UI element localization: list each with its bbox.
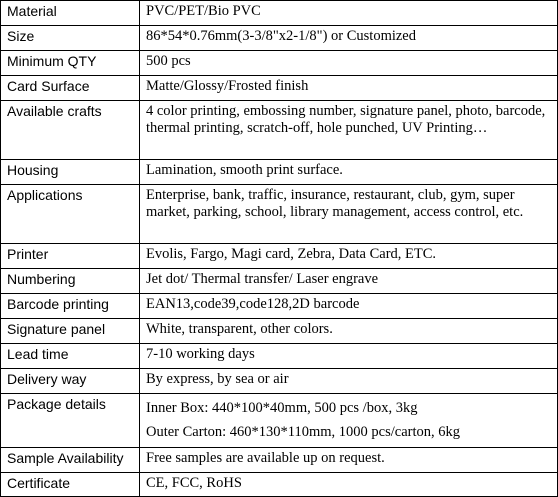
row-value: By express, by sea or air <box>140 369 558 394</box>
row-value: White, transparent, other colors. <box>140 319 558 344</box>
row-label: Card Surface <box>1 76 140 101</box>
table-row <box>1 244 558 269</box>
row-label: Size <box>1 26 140 51</box>
row-value: 86*54*0.76mm(3-3/8"x2-1/8") or Customized <box>140 26 558 51</box>
row-label: Applications <box>1 185 140 244</box>
table-row <box>1 160 558 185</box>
row-label: Lead time <box>1 344 140 369</box>
table-row <box>1 369 558 394</box>
row-value: 500 pcs <box>140 51 558 76</box>
row-value: Jet dot/ Thermal transfer/ Laser engrave <box>140 269 558 294</box>
table-row <box>1 269 558 294</box>
table-row <box>1 1 558 26</box>
row-label: Sample Availability <box>1 448 140 473</box>
row-value: EAN13,code39,code128,2D barcode <box>140 294 558 319</box>
row-value: Evolis, Fargo, Magi card, Zebra, Data Card, ETC. <box>140 244 558 269</box>
row-label: Barcode printing <box>1 294 140 319</box>
row-label: Numbering <box>1 269 140 294</box>
outer-carton-line: Outer Carton: 460*130*110mm, 1000 pcs/carton, 6kg <box>146 424 460 440</box>
table-row <box>1 185 558 244</box>
table-row <box>1 344 558 369</box>
table-row <box>1 101 558 160</box>
row-value: 7-10 working days <box>140 344 558 369</box>
row-label: Minimum QTY <box>1 51 140 76</box>
row-label: Delivery way <box>1 369 140 394</box>
table-row <box>1 394 558 448</box>
table-row <box>1 51 558 76</box>
row-label: Certificate <box>1 473 140 497</box>
table-row <box>1 76 558 101</box>
row-label: Package details <box>1 394 140 448</box>
row-label: Housing <box>1 160 140 185</box>
row-label: Available crafts <box>1 101 140 160</box>
row-value <box>140 394 558 448</box>
table-row <box>1 26 558 51</box>
row-value: Free samples are available up on request. <box>140 448 558 473</box>
row-value: 4 color printing, embossing number, signature panel, photo, barcode, thermal printing, scratch-off, hole punched, UV Printing… <box>140 101 558 160</box>
row-value: CE, FCC, RoHS <box>140 473 558 497</box>
row-value: Lamination, smooth print surface. <box>140 160 558 185</box>
table-row <box>1 473 558 497</box>
row-label: Signature panel <box>1 319 140 344</box>
row-value: PVC/PET/Bio PVC <box>140 1 558 26</box>
table-row <box>1 319 558 344</box>
row-label: Printer <box>1 244 140 269</box>
table-row <box>1 294 558 319</box>
table-row <box>1 448 558 473</box>
row-value: Enterprise, bank, traffic, insurance, restaurant, club, gym, super market, parking, school, library management, access control, etc. <box>140 185 558 244</box>
row-label: Material <box>1 1 140 26</box>
row-value: Matte/Glossy/Frosted finish <box>140 76 558 101</box>
inner-box-line: Inner Box: 440*100*40mm, 500 pcs /box, 3kg <box>146 400 418 416</box>
